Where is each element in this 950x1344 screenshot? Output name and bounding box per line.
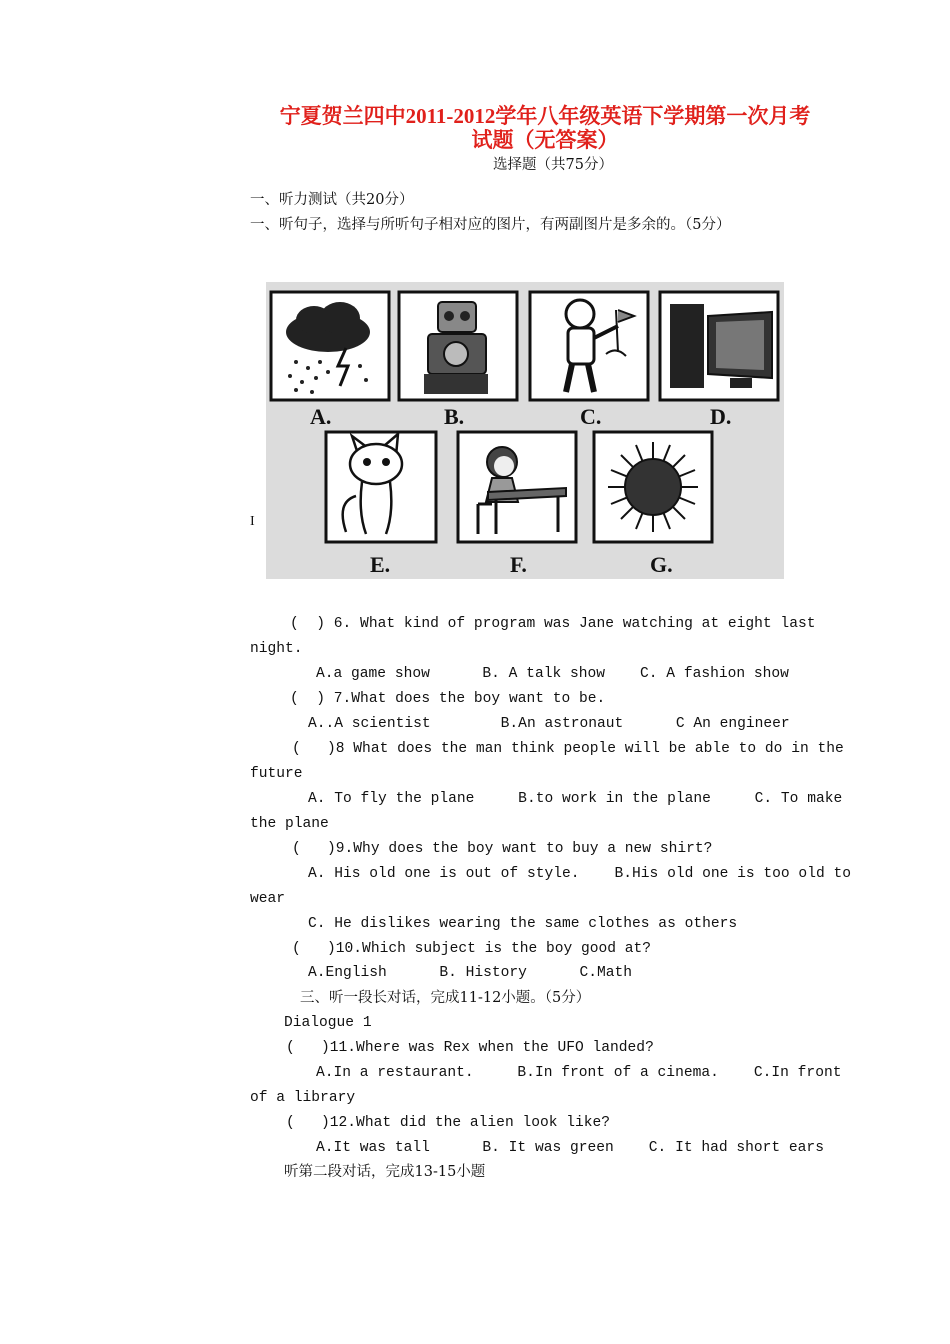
girl-desk-icon xyxy=(458,432,576,542)
robot-icon xyxy=(399,292,517,400)
q8-line1: ( )8 What does the man think people will be able to do in the xyxy=(292,741,844,757)
q9-options-line2: wear xyxy=(250,891,286,907)
part1-instruction: 一、听句子，选择与所听句子相对应的图片，有两副图片是多余的。（5分） xyxy=(250,217,731,233)
q12-options: A.It was tall B. It was green C. It had short ears xyxy=(316,1140,824,1156)
q8-line2: future xyxy=(250,766,303,782)
rain-cloud-icon xyxy=(271,292,389,400)
document-title-line2: 试题（无答案） xyxy=(471,128,619,152)
figure-label-g: G. xyxy=(650,552,673,577)
q8-options-line2: the plane xyxy=(250,816,329,832)
document-title-line1: 宁夏贺兰四中2011-2012学年八年级英语下学期第一次月考 xyxy=(279,104,811,128)
picture-choices-figure xyxy=(266,282,784,579)
q8-options-line1: A. To fly the plane B.to work in the plane C. To make xyxy=(308,791,843,807)
section-listening-heading: 一、听力测试（共20分） xyxy=(250,192,414,208)
q10-options: A.English B. History C.Math xyxy=(308,965,633,981)
dialogue1-label: Dialogue 1 xyxy=(284,1015,372,1031)
computer-icon xyxy=(660,292,778,400)
subtitle: 选择题（共75分） xyxy=(493,157,613,173)
figure-label-c: C. xyxy=(580,404,602,429)
q9-options-line1: A. His old one is out of style. B.His old one is too old to xyxy=(308,866,851,882)
figure-label-e: E. xyxy=(370,552,391,577)
q12-line1: ( )12.What did the alien look like? xyxy=(286,1115,611,1131)
q7-options: A..A scientist B.An astronaut C An engineer xyxy=(308,716,790,732)
q11-line1: ( )11.Where was Rex when the UFO landed? xyxy=(286,1040,654,1056)
figure-label-b: B. xyxy=(444,404,465,429)
q7-line1: ( ) 7.What does the boy want to be. xyxy=(290,691,606,707)
q11-options-line1: A.In a restaurant. B.In front of a cinema. C.In front xyxy=(316,1065,842,1081)
part3-instruction: 三、听一段长对话，完成11-12小题。（5分） xyxy=(300,990,591,1006)
q9-line1: ( )9.Why does the boy want to buy a new shirt? xyxy=(292,841,713,857)
astronaut-icon xyxy=(530,292,648,400)
sun-icon xyxy=(594,432,712,542)
q11-options-line2: of a library xyxy=(250,1090,356,1106)
q9-options-line3: C. He dislikes wearing the same clothes as others xyxy=(308,916,738,932)
figure-label-d: D. xyxy=(710,404,732,429)
q6-line2: night. xyxy=(250,641,303,657)
cat-icon xyxy=(326,432,436,542)
q6-options: A.a game show B. A talk show C. A fashion show xyxy=(316,666,789,682)
q10-line1: ( )10.Which subject is the boy good at? xyxy=(292,941,652,957)
dialogue2-instruction: 听第二段对话，完成13-15小题 xyxy=(284,1164,486,1180)
stray-mark: I xyxy=(250,514,255,529)
q6-line1: ( ) 6. What kind of program was Jane watching at eight last xyxy=(290,616,816,632)
figure-label-a: A. xyxy=(310,404,332,429)
figure-label-f: F. xyxy=(510,552,527,577)
